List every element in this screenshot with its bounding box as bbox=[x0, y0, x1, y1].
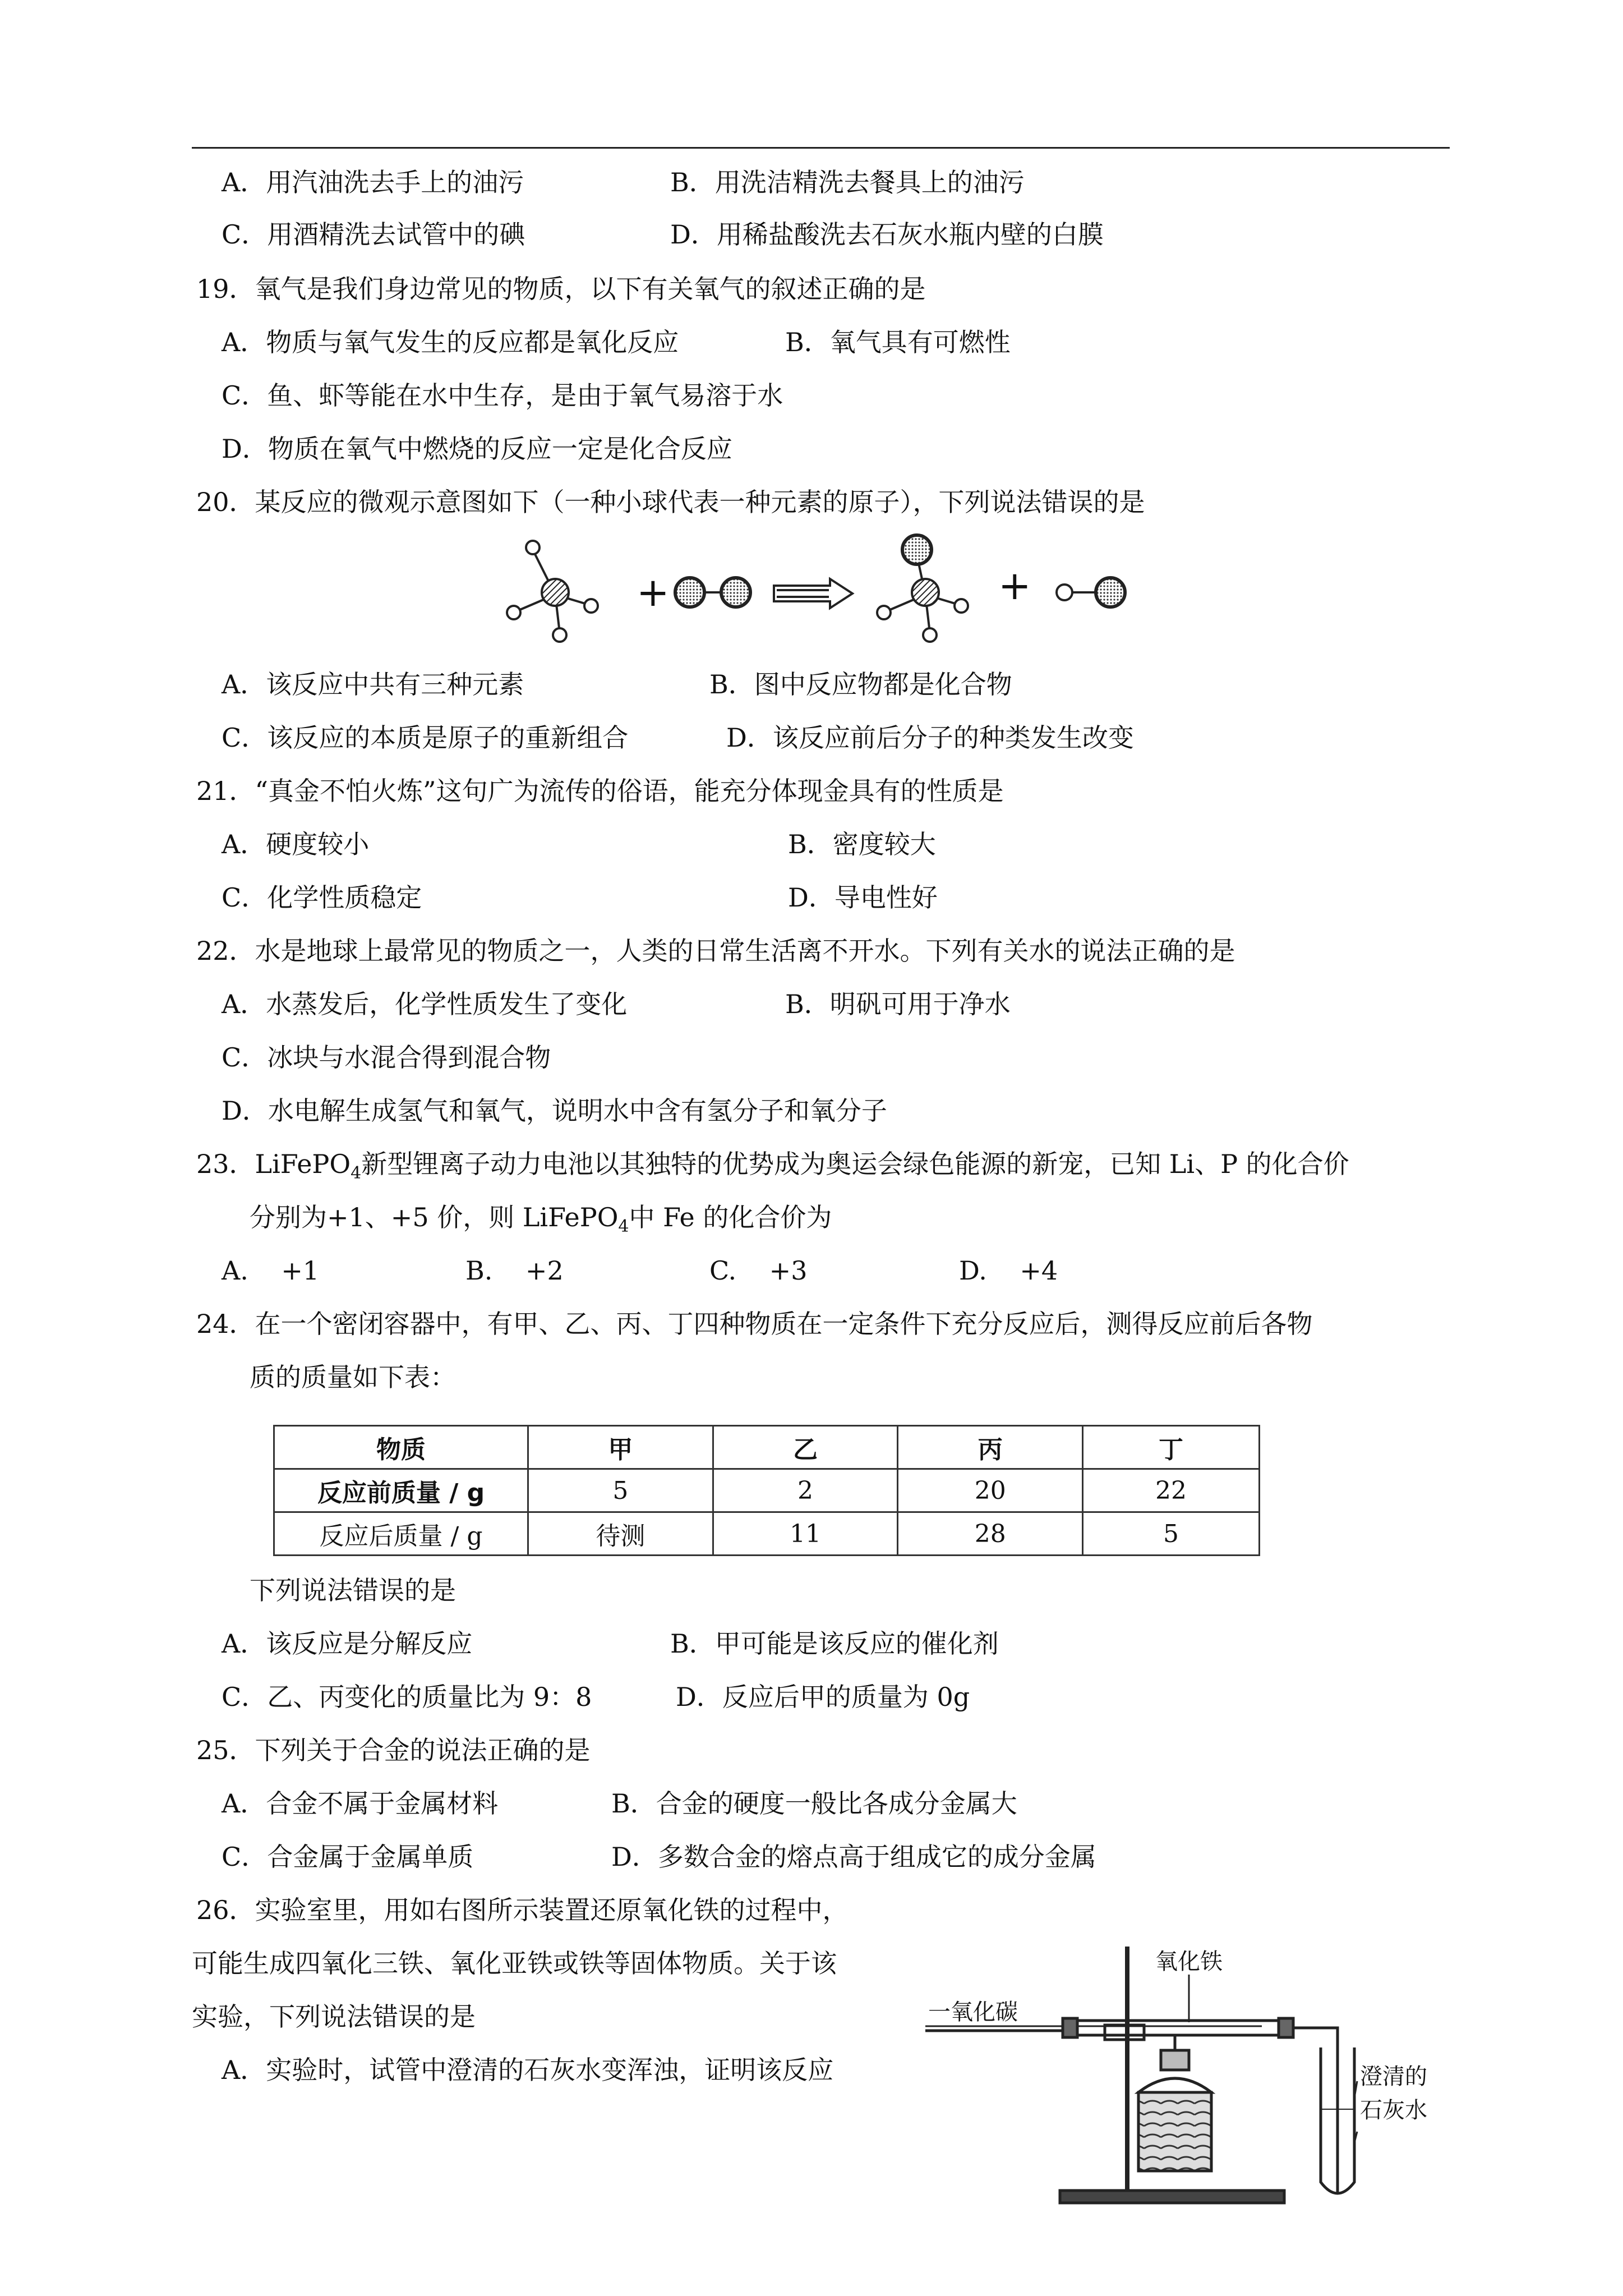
product-molecule-1 bbox=[877, 535, 968, 642]
q23-option-b[interactable]: B. +2 bbox=[465, 1255, 564, 1286]
mass-data-table bbox=[273, 1425, 1260, 1556]
q20-stem: 20．某反应的微观示意图如下（一种小球代表一种元素的原子），下列说法错误的是 bbox=[196, 487, 1145, 517]
q22-option-b[interactable]: B．明矾可用于净水 bbox=[785, 989, 1011, 1019]
q23-option-d[interactable]: D. +4 bbox=[959, 1255, 1058, 1286]
table-row bbox=[274, 1512, 1260, 1556]
table-cell: 11 bbox=[713, 1512, 898, 1556]
table-cell: 2 bbox=[713, 1469, 898, 1512]
table-header-cell: 物质 bbox=[274, 1426, 528, 1469]
header-rule bbox=[192, 147, 1450, 149]
table-cell: 28 bbox=[898, 1512, 1083, 1556]
q21-option-b[interactable]: B．密度较大 bbox=[788, 829, 936, 859]
q26-option-a[interactable]: A．实验时，试管中澄清的石灰水变浑浊，证明该反应 bbox=[222, 2055, 834, 2085]
table-header-cell: 丙 bbox=[898, 1426, 1083, 1469]
q25-option-d[interactable]: D．多数合金的熔点高于组成它的成分金属 bbox=[611, 1842, 1096, 1872]
table-cell: 5 bbox=[528, 1469, 713, 1512]
reactant-molecule-1 bbox=[507, 541, 598, 642]
q19-option-a[interactable]: A．物质与氧气发生的反应都是氧化反应 bbox=[222, 327, 679, 357]
q19-option-b[interactable]: B．氧气具有可燃性 bbox=[785, 327, 1011, 357]
q21-option-c[interactable]: C．化学性质稳定 bbox=[222, 882, 422, 913]
reaction-arrow bbox=[774, 579, 852, 608]
q24-lead: 下列说法错误的是 bbox=[250, 1575, 456, 1605]
carbon-monoxide-label: 一氧化碳 bbox=[928, 1999, 1018, 2025]
q20-option-a[interactable]: A．该反应中共有三种元素 bbox=[222, 669, 524, 700]
q19-option-c[interactable]: C．鱼、虾等能在水中生存，是由于氧气易溶于水 bbox=[222, 380, 783, 411]
q19-option-d[interactable]: D．物质在氧气中燃烧的反应一定是化合反应 bbox=[222, 434, 732, 464]
table-cell: 待测 bbox=[528, 1512, 713, 1556]
table-header-cell: 乙 bbox=[713, 1426, 898, 1469]
q23-option-c[interactable]: C. +3 bbox=[709, 1255, 808, 1286]
q19-stem: 19．氧气是我们身边常见的物质，以下有关氧气的叙述正确的是 bbox=[196, 274, 926, 304]
q18-option-b[interactable]: B．用洗洁精洗去餐具上的油污 bbox=[670, 167, 1025, 197]
q23-option-a[interactable]: A. +1 bbox=[222, 1255, 320, 1286]
q25-option-b[interactable]: B．合金的硬度一般比各成分金属大 bbox=[611, 1788, 1017, 1819]
q26-stem-line-2: 可能生成四氧化三铁、氧化亚铁或铁等固体物质。关于该 bbox=[192, 1948, 837, 1978]
q20-option-d[interactable]: D．该反应前后分子的种类发生改变 bbox=[726, 723, 1134, 753]
q18-option-a[interactable]: A．用汽油洗去手上的油污 bbox=[222, 167, 524, 197]
q23-stem-continued: 分别为+1、+5 价，则 LiFePO$_4$中 Fe 的化合价为 bbox=[250, 1202, 832, 1236]
reaction-molecule-diagram bbox=[494, 527, 1144, 651]
reactant-molecule-2 bbox=[675, 578, 750, 607]
q18-option-c[interactable]: C．用酒精洗去试管中的碘 bbox=[222, 219, 525, 250]
limewater-label-line-1: 澄清的 bbox=[1360, 2064, 1427, 2090]
q22-option-c[interactable]: C．冰块与水混合得到混合物 bbox=[222, 1042, 551, 1073]
plus-sign-2: + bbox=[998, 563, 1031, 609]
iron-oxide-label: 氧化铁 bbox=[1155, 1949, 1223, 1975]
q21-stem: 21．“真金不怕火炼”这句广为流传的俗语，能充分体现金具有的性质是 bbox=[196, 776, 1004, 806]
q24-stem: 24．在一个密闭容器中，有甲、乙、丙、丁四种物质在一定条件下充分反应后，测得反应前后各物 bbox=[196, 1309, 1313, 1339]
table-header-row bbox=[274, 1426, 1260, 1469]
q26-stem-line-3: 实验，下列说法错误的是 bbox=[192, 2001, 476, 2032]
limewater-label-line-2: 石灰水 bbox=[1360, 2097, 1427, 2123]
table-cell: 5 bbox=[1083, 1512, 1260, 1556]
table-row-label: 反应后质量 / g bbox=[274, 1512, 528, 1556]
q22-option-a[interactable]: A．水蒸发后，化学性质发生了变化 bbox=[222, 989, 628, 1019]
q24-option-c[interactable]: C．乙、丙变化的质量比为 9：8 bbox=[222, 1682, 592, 1712]
q20-option-b[interactable]: B．图中反应物都是化合物 bbox=[709, 669, 1012, 700]
reduction-apparatus-figure bbox=[925, 1930, 1475, 2221]
q20-option-c[interactable]: C．该反应的本质是原子的重新组合 bbox=[222, 723, 629, 753]
table-cell: 20 bbox=[898, 1469, 1083, 1512]
q24-stem-continued: 质的质量如下表： bbox=[250, 1362, 456, 1392]
q24-option-d[interactable]: D．反应后甲的质量为 0g bbox=[676, 1682, 970, 1712]
table-header-cell: 甲 bbox=[528, 1426, 713, 1469]
table-row bbox=[274, 1469, 1260, 1512]
q25-option-c[interactable]: C．合金属于金属单质 bbox=[222, 1842, 474, 1872]
product-molecule-2 bbox=[1057, 578, 1125, 607]
q22-stem: 22．水是地球上最常见的物质之一，人类的日常生活离不开水。下列有关水的说法正确的是 bbox=[196, 936, 1235, 966]
q21-option-d[interactable]: D．导电性好 bbox=[788, 882, 938, 913]
q25-stem: 25．下列关于合金的说法正确的是 bbox=[196, 1735, 591, 1765]
table-header-cell: 丁 bbox=[1083, 1426, 1260, 1469]
q21-option-a[interactable]: A．硬度较小 bbox=[222, 829, 370, 859]
q24-option-b[interactable]: B．甲可能是该反应的催化剂 bbox=[670, 1628, 999, 1659]
q26-stem-line-1: 26．实验室里，用如右图所示装置还原氧化铁的过程中， bbox=[196, 1895, 849, 1925]
q25-option-a[interactable]: A．合金不属于金属材料 bbox=[222, 1788, 499, 1819]
q24-option-a[interactable]: A．该反应是分解反应 bbox=[222, 1628, 473, 1659]
plus-sign-1: + bbox=[637, 569, 670, 615]
table-cell: 22 bbox=[1083, 1469, 1260, 1512]
q18-option-d[interactable]: D．用稀盐酸洗去石灰水瓶内壁的白膜 bbox=[670, 219, 1104, 250]
q22-option-d[interactable]: D．水电解生成氢气和氧气，说明水中含有氢分子和氧分子 bbox=[222, 1096, 887, 1126]
table-row-label: 反应前质量 / g bbox=[274, 1469, 528, 1512]
q23-stem: 23．LiFePO$_4$新型锂离子动力电池以其独特的优势成为奥运会绿色能源的新宠，已知 Li、P 的化合价 bbox=[196, 1149, 1349, 1183]
